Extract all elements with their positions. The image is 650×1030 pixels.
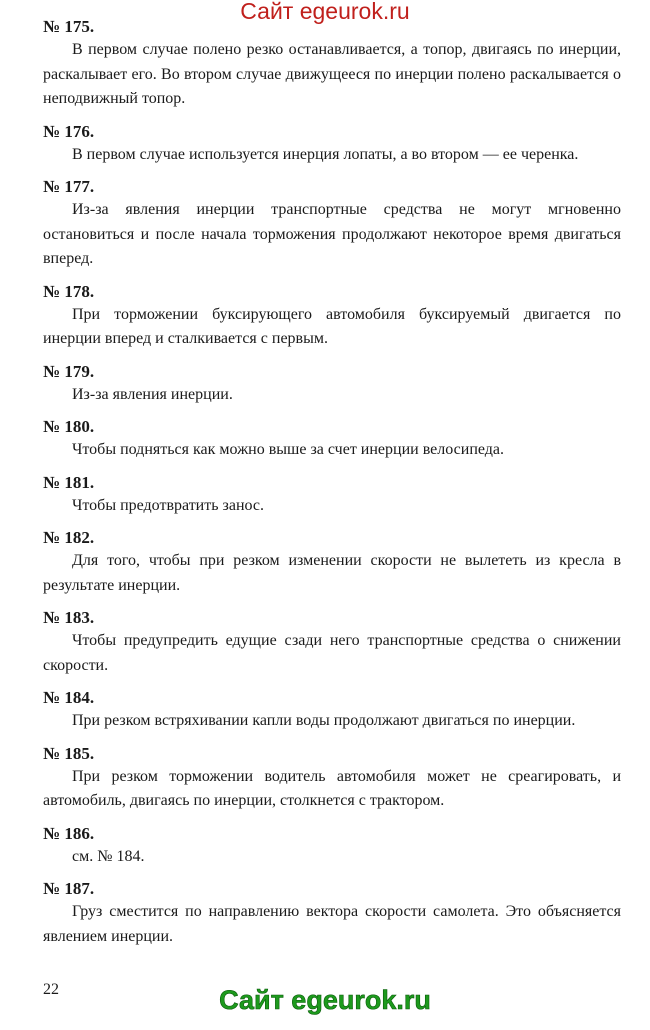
answer-number: № 177. [43,177,95,196]
answer-number: № 186. [43,823,95,843]
answer-text: Чтобы предотвратить занос. [72,496,265,514]
answer-item [43,823,621,870]
answer-text: см. № 184. [72,847,145,865]
answer-item [43,878,621,949]
answer-number: № 180. [43,417,95,436]
answer-item [43,687,621,734]
answer-text: В первом случае полено резко останавливается, а топор, двигаясь по инерции, раскалывает его. Во втором случае движущееся по инерции полено раскалывается о неподвижный топор. [43,41,621,107]
answer-number: № 187. [43,879,95,898]
answer-item [43,416,621,463]
answer-number: № 178. [43,281,95,301]
answer-item [43,527,621,598]
answer-text: Груз сместится по направлению вектора скорости самолета. Это объясняется явлением инерции. [43,903,621,945]
watermark-top: Сайт egeurok.ru [240,0,410,24]
answer-number: № 183. [43,608,95,627]
answer-text: Чтобы подняться как можно выше за счет инерции велосипеда. [72,441,505,458]
answer-text: При резком встряхивании капли воды продолжают двигаться по инерции. [72,712,576,729]
answer-item [43,361,621,408]
answer-item [43,281,621,352]
answer-item [43,176,621,272]
answer-number: № 185. [43,743,95,763]
answer-text: Для того, чтобы при резком изменении скорости не вылететь из кресла в результате инерции. [43,552,621,594]
answer-item [43,743,621,814]
answer-number: № 182. [43,528,95,547]
answer-text: Чтобы предупредить едущие сзади него транспортные средства о снижении скорости. [43,632,621,674]
answer-item [43,121,621,168]
watermark-bottom: Сайт egeurok.ru [219,985,431,1015]
answer-text: Из-за явления инерции. [72,385,233,403]
answer-item [43,607,621,678]
answer-number: № 184. [43,688,95,707]
answer-number: № 175. [43,17,95,36]
answer-text: При резком торможении водитель автомобиля может не среагировать, и автомобиль, двигаясь по инерции, столкнется с трактором. [43,767,621,809]
answer-text: При торможении буксирующего автомобиля буксируемый двигается по инерции вперед и сталкивается с первым. [43,305,621,347]
answer-number: № 181. [43,472,95,492]
answer-item [43,472,621,519]
page-number: 22 [43,981,59,998]
answers-list [43,16,621,958]
answer-number: № 176. [43,121,95,141]
answer-number: № 179. [43,361,95,381]
answer-text: В первом случае используется инерция лопаты, а во втором — ее черенка. [72,145,579,163]
answer-text: Из-за явления инерции транспортные средства не могут мгновенно остановиться и после начала торможения продолжают некоторое время двигаться вперед. [43,201,621,267]
answer-item [43,16,621,112]
